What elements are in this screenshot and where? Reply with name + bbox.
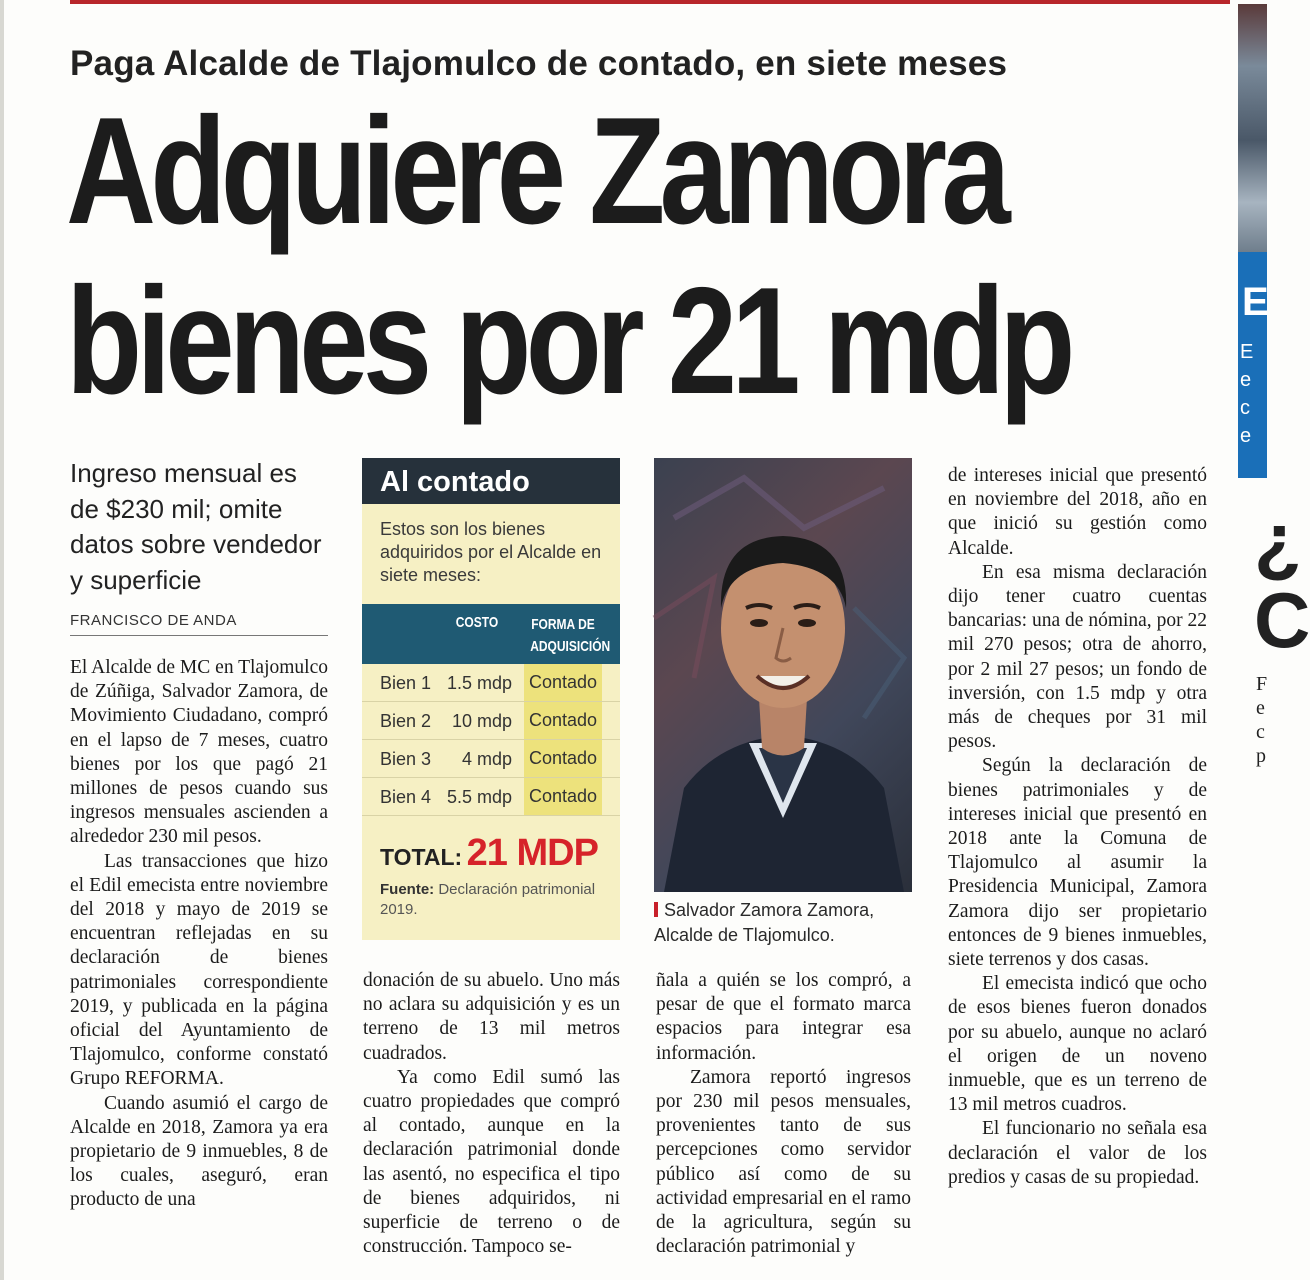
total-line — [380, 832, 598, 875]
row-name: Bien 2 — [380, 711, 432, 731]
neighbor-letter: e — [1240, 369, 1252, 391]
neighbor-letter: p — [1256, 745, 1266, 767]
article-byline: FRANCISCO DE ANDA — [70, 612, 328, 636]
top-rule — [70, 0, 1230, 4]
neighbor-text-fragment — [1256, 672, 1267, 768]
row-name: Bien 3 — [380, 749, 432, 769]
table-row — [362, 740, 620, 778]
column-header-form: FORMA DE ADQUISICIÓN — [530, 616, 611, 655]
row-form: Contado — [524, 664, 602, 701]
text-column-2 — [363, 969, 620, 1259]
row-form: Contado — [524, 702, 602, 739]
paragraph: de intereses inicial que presentó en noviembre del 2018, año en que inició su gestión como Alcalde. — [948, 465, 1207, 559]
source-note — [380, 880, 610, 920]
neighbor-letter: c — [1240, 397, 1250, 419]
neighbor-letters — [1240, 338, 1253, 450]
row-name: Bien 1 — [380, 673, 432, 693]
paragraph: El funcionario no señala esa declaración el valor de los predios y casas de su propiedad. — [948, 1118, 1207, 1188]
neighbor-headline-fragment: ¿ C — [1254, 496, 1310, 664]
table-row — [362, 702, 620, 740]
row-cost: 5.5 mdp — [446, 787, 512, 807]
neighbor-letter: F — [1256, 673, 1268, 695]
row-name: Bien 4 — [380, 787, 432, 807]
table-header — [362, 604, 620, 664]
neighbor-letter: c — [1256, 721, 1265, 743]
text-column-3 — [656, 969, 911, 1259]
source-text: Declaración patrimonial 2019. — [380, 881, 596, 918]
paragraph: Las transacciones que hizo el Edil emecista entre noviembre del 2018 y mayo de 2019 se encuentran reflejadas en su declaración de bienes patrimoniales correspondiente 2019, y publicada en la página oficial del Ayuntamiento de Tlajomulco, conforme constató Grupo REFORMA. — [70, 850, 328, 1090]
portrait-illustration — [654, 458, 912, 892]
info-box — [362, 458, 620, 940]
total-label: TOTAL: — [380, 844, 463, 870]
caption-marker — [654, 902, 658, 917]
paragraph: El Alcalde de MC en Tlajomulco de Zúñiga, Salvador Zamora, de Movimiento Ciudadano, compró en el lapso de 7 meses, cuatro bienes por los que pagó 21 millones de pesos cuando sus ingresos mensuales ascienden a alrededor 230 mil pesos. — [70, 657, 328, 848]
paragraph: El emecista indicó que ocho de esos bienes fueron donados por su abuelo, aunque no aclaró el origen de un noveno inmueble, que es un terreno de 13 mil metros cuadros. — [948, 973, 1207, 1116]
photo-caption — [654, 898, 916, 948]
paragraph: Ya como Edil sumó las cuatro propiedades que compró al contado, aunque en la declaración patrimonial donde las asentó, no especifica el tipo de bienes adquiridos, ni superficie de terreno o de construcción. Tampoco se- — [363, 1066, 620, 1258]
article-subdeck: Ingreso mensual es de $230 mil; omite datos sobre vendedor y superficie — [70, 458, 322, 595]
paragraph: En esa misma declaración dijo tener cuatro cuentas bancarias: una de nómina, por 22 mil 270 pesos; otra de ahorro, por 2 mil 27 pesos; un fondo de inversión, con 1.5 mdp y otra más de cheques por 31 mil pesos. — [948, 561, 1207, 753]
table-row — [362, 778, 620, 816]
neighbor-letter: e — [1256, 697, 1265, 719]
paragraph: Cuando asumió el cargo de Alcalde en 2018, Zamora ya era propietario de 9 inmuebles, 8 de los cuales, aseguró, eran producto de una — [70, 1092, 328, 1211]
caption-text: Salvador Zamora Zamora, Alcalde de Tlajomulco. — [654, 900, 875, 945]
paragraph: Zamora reportó ingresos por 230 mil pesos mensuales, provenientes tanto de sus percepciones como servidor público así como de su actividad empresarial en el ramo de la agricultura, según su declaración patrimonial y — [656, 1066, 911, 1258]
paragraph: donación de su abuelo. Uno más no aclara su adquisición y es un terreno de 13 mil metros cuadrados. — [363, 970, 620, 1064]
text-column-4 — [948, 464, 1207, 1190]
row-form: Contado — [524, 740, 602, 777]
paragraph: Según la declaración de bienes patrimoniales y de intereses inicial que presentó en 2018 ante la Comuna de Tlajomulco al asumir la Presidencia Municipal, Zamora Zamora dijo ser propietario entonces de 9 bienes inmuebles, siete terrenos y dos casas. — [948, 755, 1207, 971]
headline-line-2: bienes por 21 mdp — [66, 256, 1070, 426]
row-cost: 4 mdp — [461, 749, 512, 769]
info-box-title: Al contado — [362, 458, 620, 504]
paragraph: ñala a quién se los compró, a pesar de que el formato marca espacios para integrar esa información. — [656, 970, 911, 1064]
table-body — [362, 664, 620, 816]
portrait-photo — [654, 458, 912, 892]
info-box-description: Estos son los bienes adquiridos por el Alcalde en siete meses: — [380, 519, 602, 585]
source-label: Fuente: — [380, 881, 435, 898]
article-kicker: Paga Alcalde de Tlajomulco de contado, en siete meses — [70, 44, 1008, 83]
neighbor-letter: e — [1240, 425, 1252, 447]
page-edge — [0, 0, 4, 1280]
article-headline — [66, 86, 1070, 426]
total-value: 21 MDP — [466, 832, 598, 874]
neighbor-letter: E — [1240, 341, 1254, 363]
headline-line-1: Adquiere Zamora — [66, 86, 1005, 256]
row-cost: 1.5 mdp — [446, 673, 512, 693]
neighbor-photo — [1238, 4, 1267, 252]
text-column-1 — [70, 656, 328, 1213]
neighbor-article-strip — [1238, 0, 1310, 1280]
table-row — [362, 664, 620, 702]
column-header-cost: COSTO — [455, 614, 499, 631]
neighbor-big-letter: E — [1242, 280, 1269, 324]
row-form: Contado — [524, 778, 602, 815]
row-cost: 10 mdp — [451, 711, 512, 731]
